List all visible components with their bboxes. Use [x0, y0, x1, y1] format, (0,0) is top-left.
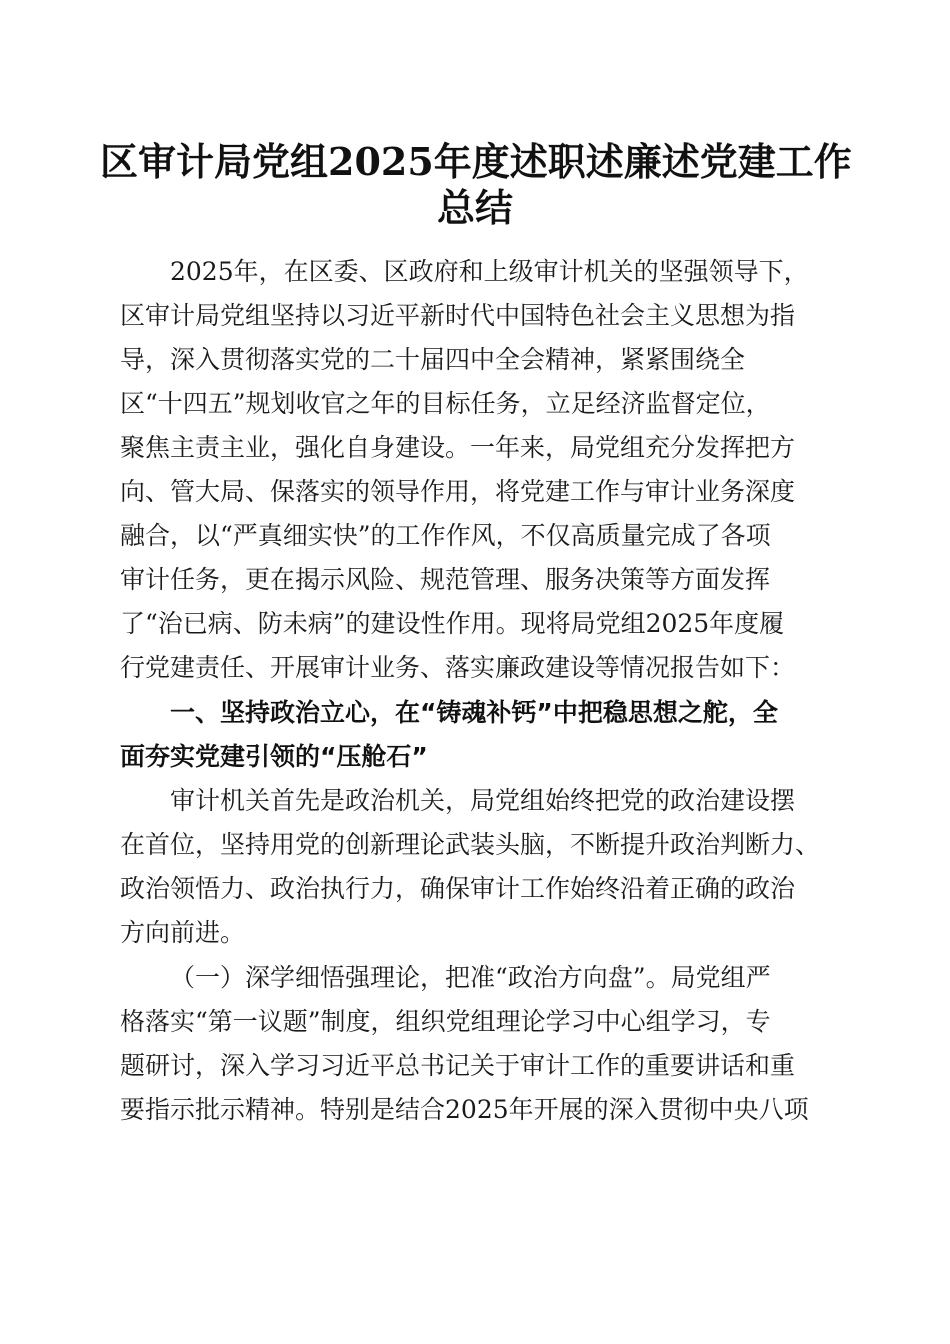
document-title-line-2: 总结: [436, 185, 513, 230]
paragraph-3-line: （一）深学细悟强理论，把准“政治方向盘”。局党组严: [170, 963, 771, 992]
paragraph-1-line: 融合，以“严真细实快”的工作作风，不仅高质量完成了各项: [120, 521, 771, 550]
paragraph-1-line: 区“十四五”规划收官之年的目标任务，立足经济监督定位，: [120, 389, 771, 418]
paragraph-1-line: 行党建责任、开展审计业务、落实廉政建设等情况报告如下：: [120, 653, 796, 682]
paragraph-3-line: 要指示批示精神。特别是结合2025年开展的深入贯彻中央八项: [120, 1095, 809, 1124]
paragraph-1-line: 区审计局党组坚持以习近平新时代中国特色社会主义思想为指: [120, 301, 796, 330]
paragraph-2-line: 方向前进。: [120, 918, 246, 947]
paragraph-1-line: 审计任务，更在揭示风险、规范管理、服务决策等方面发挥: [120, 565, 771, 594]
section-heading-1-line: 一、坚持政治立心，在“铸魂补钙”中把稳思想之舵，全: [170, 698, 778, 727]
document-title-line-1: 区审计局党组2025年度述职述廉述党建工作: [100, 139, 852, 184]
paragraph-3-line: 题研讨，深入学习习近平总书记关于审计工作的重要讲话和重: [120, 1051, 796, 1080]
paragraph-1-line: 了“治已病、防未病”的建设性作用。现将局党组2025年度履: [120, 609, 785, 638]
paragraph-1-line: 向、管大局、保落实的领导作用，将党建工作与审计业务深度: [120, 477, 796, 506]
paragraph-1-line: 2025年，在区委、区政府和上级审计机关的坚强领导下，: [170, 257, 809, 286]
paragraph-1-line: 聚焦主责主业，强化自身建设。一年来，局党组充分发挥把方: [120, 433, 796, 462]
paragraph-2-line: 在首位，坚持用党的创新理论武装头脑，不断提升政治判断力、: [120, 830, 821, 859]
paragraph-1-line: 导，深入贯彻落实党的二十届四中全会精神，紧紧围绕全: [120, 345, 746, 374]
paragraph-2-line: 审计机关首先是政治机关，局党组始终把党的政治建设摆: [170, 786, 796, 815]
paragraph-2-line: 政治领悟力、政治执行力，确保审计工作始终沿着正确的政治: [120, 874, 796, 903]
paragraph-3-line: 格落实“第一议题”制度，组织党组理论学习中心组学习，专: [120, 1007, 771, 1036]
section-heading-1-line: 面夯实党建引领的“压舱石”: [120, 742, 428, 771]
